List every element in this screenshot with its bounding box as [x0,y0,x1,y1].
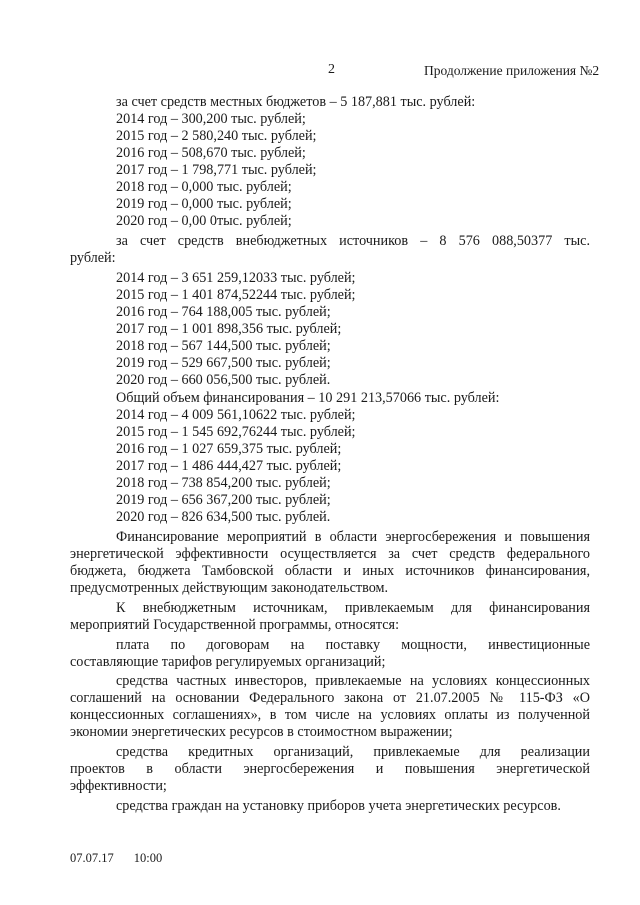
source-item-3-line-1: средства кредитных организаций, привлекаемые для реализации [116,744,590,760]
local-budget-year-2016: 2016 год – 508,670 тыс. рублей; [116,145,306,161]
local-budget-year-2017: 2017 год – 1 798,771 тыс. рублей; [116,162,317,178]
extrabudget-year-2016: 2016 год – 764 188,005 тыс. рублей; [116,304,331,320]
financing-paragraph-line-1: Финансирование мероприятий в области энергосбережения и повышения [116,529,590,545]
source-item-3-line-2: проектов в области энергосбережения и повышения энергетической [70,761,590,777]
sources-paragraph-line-1: К внебюджетным источникам, привлекаемым для финансирования [116,600,590,616]
source-item-2-line-3: концессионных соглашениях», в том числе на условиях оплаты из полученной [70,707,590,723]
local-budget-year-2015: 2015 год – 2 580,240 тыс. рублей; [116,128,317,144]
continuation-header: Продолжение приложения №2 [424,63,600,78]
total-year-2015: 2015 год – 1 545 692,76244 тыс. рублей; [116,424,356,440]
source-item-3-line-3: эффективности; [70,778,167,794]
source-item-4-line-1: средства граждан на установку приборов учета энергетических ресурсов. [116,798,561,814]
sources-paragraph-line-2: мероприятий Государственной программы, относятся: [70,617,400,633]
total-year-2018: 2018 год – 738 854,200 тыс. рублей; [116,475,331,491]
extrabudget-intro: за счет средств внебюджетных источников – 8 576 088,50377 тыс. [116,233,590,249]
footer-date: 07.07.17 [70,851,114,865]
financing-paragraph-line-3: бюджета, бюджета Тамбовской области и иных источников финансирования, [70,563,590,579]
extrabudget-intro-cont: рублей: [70,250,116,266]
source-item-2-line-2: соглашений на основании Федерального закона от 21.07.2005 № 115-ФЗ «О [70,690,590,706]
source-item-2-line-1: средства частных инвесторов, привлекаемые на условиях концессионных [116,673,590,689]
source-item-1-line-2: составляющие тарифов регулируемых организаций; [70,654,386,670]
total-year-2019: 2019 год – 656 367,200 тыс. рублей; [116,492,331,508]
local-budget-intro: за счет средств местных бюджетов – 5 187,881 тыс. рублей: [116,94,476,110]
local-budget-year-2019: 2019 год – 0,000 тыс. рублей; [116,196,292,212]
local-budget-year-2018: 2018 год – 0,000 тыс. рублей; [116,179,292,195]
extrabudget-year-2018: 2018 год – 567 144,500 тыс. рублей; [116,338,331,354]
total-year-2014: 2014 год – 4 009 561,10622 тыс. рублей; [116,407,356,423]
extrabudget-year-2015: 2015 год – 1 401 874,52244 тыс. рублей; [116,287,356,303]
extrabudget-year-2014: 2014 год – 3 651 259,12033 тыс. рублей; [116,270,356,286]
source-item-2-line-4: экономии энергетических ресурсов в стоимостном выражении; [70,724,453,740]
extrabudget-year-2020: 2020 год – 660 056,500 тыс. рублей. [116,372,331,388]
extrabudget-year-2017: 2017 год – 1 001 898,356 тыс. рублей; [116,321,342,337]
financing-paragraph-line-4: предусмотренных действующим законодательством. [70,580,389,596]
financing-paragraph-line-2: энергетической эффективности осуществляется за счет средств федерального [70,546,590,562]
total-year-2017: 2017 год – 1 486 444,427 тыс. рублей; [116,458,342,474]
page-number: 2 [328,62,335,77]
local-budget-year-2020: 2020 год – 0,00 0тыс. рублей; [116,213,292,229]
extrabudget-year-2019: 2019 год – 529 667,500 тыс. рублей; [116,355,331,371]
source-item-1-line-1: плата по договорам на поставку мощности, инвестиционные [116,637,590,653]
total-intro: Общий объем финансирования – 10 291 213,57066 тыс. рублей: [116,390,500,406]
footer-timestamp [70,851,182,866]
local-budget-year-2014: 2014 год – 300,200 тыс. рублей; [116,111,306,127]
total-year-2016: 2016 год – 1 027 659,375 тыс. рублей; [116,441,342,457]
total-year-2020: 2020 год – 826 634,500 тыс. рублей. [116,509,331,525]
footer-time: 10:00 [133,851,163,865]
